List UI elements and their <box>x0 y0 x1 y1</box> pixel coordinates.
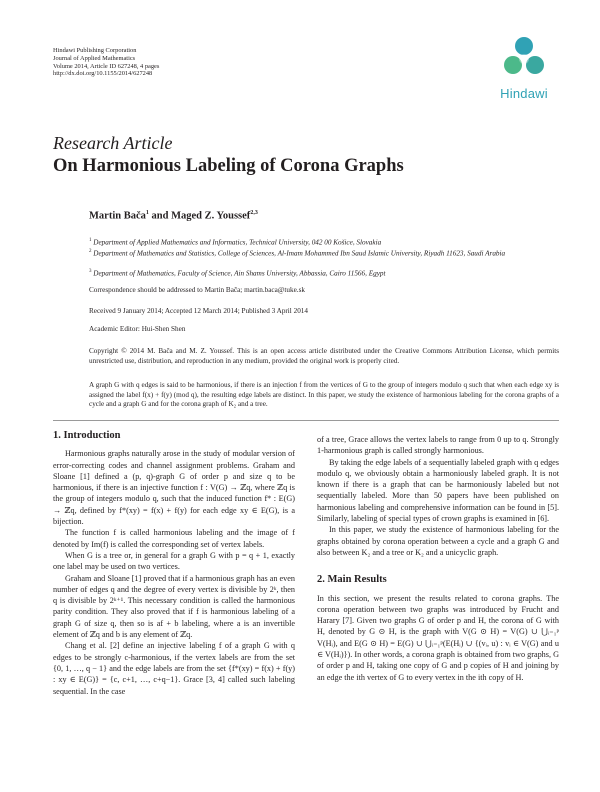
affiliation-3-number: 3 <box>89 269 92 274</box>
left-column <box>53 430 295 697</box>
affiliation-3-text: Department of Mathematics, Faculty of Science, Ain Shams University, Abbassia, Cairo 11566, Egypt <box>93 269 386 278</box>
affiliation-2-text: Department of Mathematics and Statistics, College of Sciences, Al-Imam Mohammed Ibn Saud Islamic University, Riyadh 11623, Saudi Arabia <box>93 249 506 258</box>
author-2-name[interactable]: Maged Z. Youssef <box>171 210 251 222</box>
affiliation-2 <box>89 247 559 258</box>
paragraph: In this section, we present the results related to corona graphs. The corona operation between two graphs was introduced by Frucht and Harary [7]. Given two graphs G of order p and H, the corona of G with H, denoted by G ⊙ H, is the graph with V(G ⊙ H) = V(G) ∪ ⋃ᵢ₌₁ᵖ V(Hᵢ), and E(G ⊙ H) = E(G) ∪ ⋃ᵢ₌₁ᵖ(E(Hᵢ) ∪ {(vᵢ, u) : vᵢ ∈ V(G) and u ∈ V(Hᵢ)}). In other words, a corona graph is obtained from two graphs, G of order p and H, taking one copy of G and p copies of H and joining by an edge the ith vertex of G to every vertex in the ith copy of H. <box>317 593 559 682</box>
dates-line: Received 9 January 2014; Accepted 12 March 2014; Published 3 April 2014 <box>89 307 308 315</box>
hindawi-logo-icon <box>499 34 549 84</box>
academic-editor: Academic Editor: Hui-Shen Shen <box>89 325 186 333</box>
affiliation-1-text: Department of Applied Mathematics and Informatics, Technical University, 042 00 Košice, Slovakia <box>93 238 382 247</box>
correspondence-line: Correspondence should be addressed to Martin Bača; martin.baca@tuke.sk <box>89 286 305 294</box>
author-conjunction: and <box>148 210 172 222</box>
right-column <box>317 434 559 683</box>
affiliation-1-number: 1 <box>89 238 92 243</box>
paragraph: Graham and Sloane [1] proved that if a harmonious graph has an even number of edges q and the degree of every vertex is divisible by 2ᵏ, then q is divisible by 2ᵏ⁺¹. This necessary condition is called the harmonious parity condition. They also proved that if f is harmonious labeling of a graph G of size q, then so is af + b labeling, where a is an invertible element of ℤq and b is any element of ℤq. <box>53 573 295 640</box>
paragraph: Chang et al. [2] define an injective labeling f of a graph G with q edges to be strongly c-harmonious, if the vertex labels are from the set {0, 1, …, q − 1} and the edge labels are from the set {f*(xy) = f(x) + f(y) : xy ∈ E(G)} = {c, c+1, …, c+q−1}. Grace [3, 4] called such labeling sequential. In the case <box>53 641 295 696</box>
affiliation-3 <box>89 267 559 278</box>
section-divider <box>53 420 559 421</box>
paragraph: of a tree, Grace allows the vertex labels to range from 0 up to q. Strongly 1-harmonious graph is called strongly harmonious. <box>317 435 559 456</box>
journal-header <box>53 47 159 78</box>
journal-name: Journal of Applied Mathematics <box>53 54 136 62</box>
author-list <box>89 210 258 222</box>
paragraph: Harmonious graphs naturally arose in the study of modular version of error-correcting codes and channel assignment problems. Graham and Sloane [1] defined a (p, q)-graph G of order p and size q to be harmonious, if there is an injective function f : V(G) → ℤq, where ℤq is the group of integers modulo q, such that the induced function f* : E(G) → ℤq, defined by f*(xy) = f(x) + f(y) for each edge xy ∈ E(G), is a bijection. <box>53 449 295 527</box>
paragraph: When G is a tree or, in general for a graph G with p = q + 1, exactly one label may be used on two vertices. <box>53 550 295 572</box>
abstract: A graph G with q edges is said to be harmonious, if there is an injection f from the vertices of G to the group of integers modulo q such that when each edge xy is assigned the label f(x) + f(y) (mod q), the resulting edge labels are distinct. In this paper, we study the existence of harmonious labeling for the corona graphs of a cycle and a graph G and for the corona graph of K₂ and a tree. <box>89 381 559 409</box>
page-title: On Harmonious Labeling of Corona Graphs <box>53 156 404 176</box>
article-type: Research Article <box>53 133 173 153</box>
affiliation-1 <box>89 236 559 247</box>
copyright-notice: Copyright © 2014 M. Bača and M. Z. Youssef. This is an open access article distributed under the Creative Commons Attribution License, which permits unrestricted use, distribution, and reproduction in any medium, provided the original work is properly cited. <box>89 347 559 365</box>
doi-link[interactable]: http://dx.doi.org/10.1155/2014/627248 <box>53 70 153 78</box>
author-1-name[interactable]: Martin Bača <box>89 210 146 222</box>
section-heading-introduction: 1. Introduction <box>53 430 121 441</box>
publisher-name: Hindawi Publishing Corporation <box>53 47 137 54</box>
author-1-affiliation-mark: 1 <box>145 210 149 216</box>
volume-info: Volume 2014, Article ID 627248, 4 pages <box>53 62 160 70</box>
affiliation-2-number: 2 <box>89 249 92 254</box>
logo-text: Hindawi <box>500 86 548 101</box>
section-heading-main-results: 2. Main Results <box>317 574 387 586</box>
paragraph: The function f is called harmonious labeling and the image of f denoted by Im(f) is called the corresponding set of vertex labels. <box>53 528 295 549</box>
paragraph: By taking the edge labels of a sequentially labeled graph with q edges modulo q, we obviously obtain a harmoniously labeled graph. It is not known if there is a graph that can be harmoniously labeled but not sequentially labeled. More than 50 papers have been published on harmonious labeling and comprehensive information can be found in [5]. Similarly, labeling of special types of crown graphs is examined in [6]. <box>317 457 559 524</box>
hindawi-logo <box>490 34 558 106</box>
paragraph: In this paper, we study the existence of harmonious labeling for the graphs obtained by corona operation between a cycle and a graph G and also between K₂ and a tree or K₂ and a unicyclic graph. <box>317 525 559 557</box>
author-2-affiliation-mark: 2,3 <box>250 210 258 216</box>
